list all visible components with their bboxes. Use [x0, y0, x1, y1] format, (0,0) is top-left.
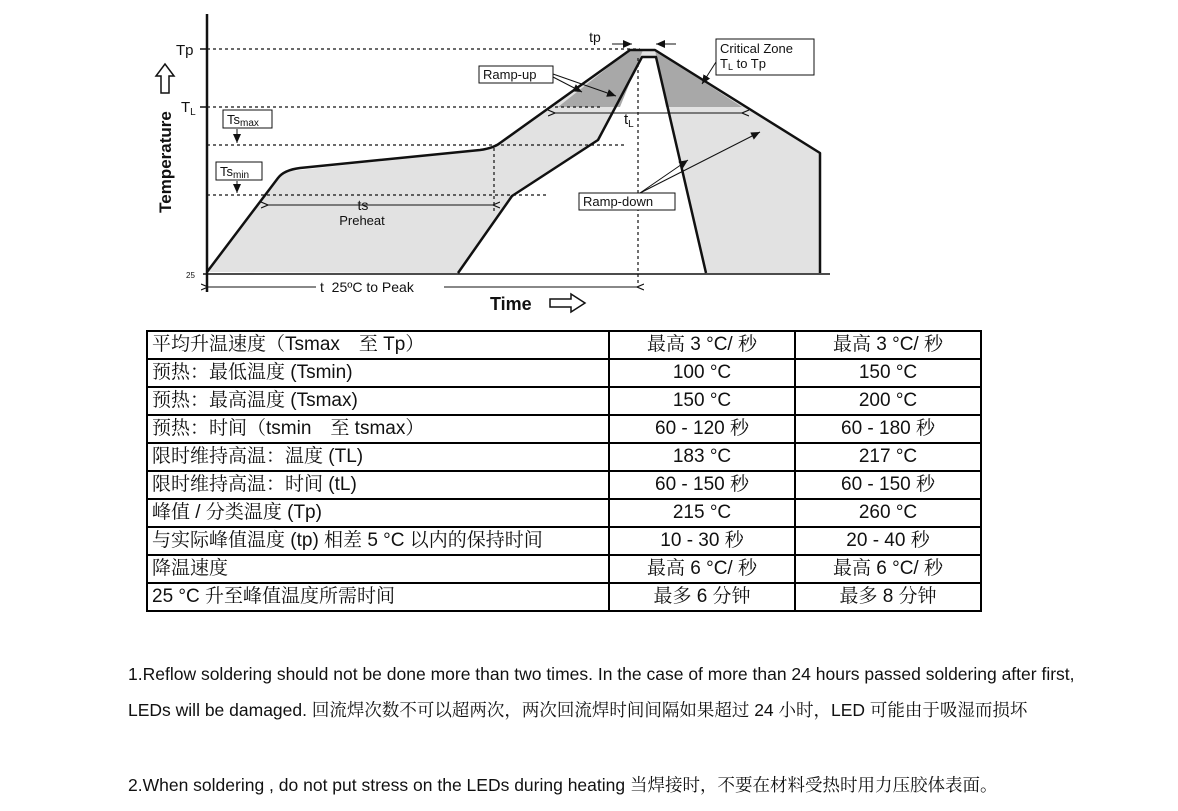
- row-label: 预热：最高温度 (Tsmax): [147, 387, 609, 415]
- table-row: [147, 471, 981, 499]
- tl-level-label: $T_L$: [181, 99, 196, 118]
- svg-text:TL to Tp: TL to Tp: [720, 56, 766, 72]
- spec-value: 150 °C: [795, 359, 981, 387]
- table-row: [147, 583, 981, 611]
- x-axis-title: Time: [490, 294, 532, 314]
- spec-value: 最高 3 °C/ 秒: [609, 331, 795, 359]
- row-label: 25 °C 升至峰值温度所需时间: [147, 583, 609, 611]
- preheat-label: Preheat: [339, 213, 385, 228]
- spec-value: 最高 3 °C/ 秒: [795, 331, 981, 359]
- table-row: [147, 499, 981, 527]
- svg-text:Ramp-down: Ramp-down: [583, 194, 654, 209]
- row-label: 预热：时间（tsmin 至 tsmax）: [147, 415, 609, 443]
- row-label: 限时维持高温：温度 (TL): [147, 443, 609, 471]
- row-label: 降温速度: [147, 555, 609, 583]
- spec-value: 最多 8 分钟: [795, 583, 981, 611]
- table-row: [147, 415, 981, 443]
- spec-value: 20 - 40 秒: [795, 527, 981, 555]
- tp-level-label: Tp: [176, 42, 194, 59]
- tsmax-label-box: [223, 110, 272, 129]
- spec-value: 200 °C: [795, 387, 981, 415]
- spec-value: 183 °C: [609, 443, 795, 471]
- spec-value: 最多 6 分钟: [609, 583, 795, 611]
- table-row: [147, 387, 981, 415]
- svg-text:Tsmin: Tsmin: [220, 164, 250, 181]
- spec-value: 260 °C: [795, 499, 981, 527]
- row-label: 平均升温速度（Tsmax 至 Tp）: [147, 331, 609, 359]
- spec-value: 最高 6 °C/ 秒: [795, 555, 981, 583]
- spec-value: 10 - 30 秒: [609, 527, 795, 555]
- svg-text:Ramp-up: Ramp-up: [483, 67, 537, 82]
- svg-text:Critical Zone: Critical Zone: [720, 41, 793, 56]
- spec-value: 60 - 120 秒: [609, 415, 795, 443]
- table-row: [147, 359, 981, 387]
- y-axis-hollow-arrow-icon: [156, 64, 174, 93]
- spec-value: 60 - 180 秒: [795, 415, 981, 443]
- tl-duration-label: $t_L$: [624, 111, 634, 130]
- spec-value: 60 - 150 秒: [609, 471, 795, 499]
- spec-value: 215 °C: [609, 499, 795, 527]
- note-soldering-stress: 2.When soldering , do not put stress on the LEDs during heating 当焊接时，不要在材料受热时用力压胶体表面。: [128, 775, 998, 795]
- spec-value: 最高 6 °C/ 秒: [609, 555, 795, 583]
- ramp-up-callout: [479, 66, 553, 83]
- row-label: 与实际峰值温度 (tp) 相差 5 °C 以内的保持时间: [147, 527, 609, 555]
- ts-duration-label: ts: [357, 197, 369, 213]
- table-row: [147, 555, 981, 583]
- origin-value-label: 25: [186, 271, 195, 280]
- row-label: 峰值 / 分类温度 (Tp): [147, 499, 609, 527]
- note-reflow-times: 1.Reflow soldering should not be done more than two times. In the case of more than 24 hours passed soldering after first, LEDs will be damaged. 回流焊次数不可以超两次，两次回流焊时间间隔如果超过 24 小时，LED 可能由于吸湿而损坏: [128, 664, 1075, 720]
- t-to-peak-label: t 25ºC to Peak: [320, 279, 414, 295]
- row-label: 预热：最低温度 (Tsmin): [147, 359, 609, 387]
- critical-zone-callout: [716, 39, 814, 75]
- row-label: 限时维持高温：时间 (tL): [147, 471, 609, 499]
- ramp-down-callout: [579, 193, 675, 210]
- x-axis-hollow-arrow-icon: [550, 294, 585, 312]
- reflow-spec-table: [146, 330, 982, 612]
- tp-duration-label: tp: [589, 29, 601, 45]
- spec-value: 217 °C: [795, 443, 981, 471]
- svg-text:Tsmax: Tsmax: [227, 112, 259, 129]
- reflow-profile-diagram: [0, 0, 1178, 325]
- table-row: [147, 527, 981, 555]
- spec-value: 150 °C: [609, 387, 795, 415]
- spec-value: 60 - 150 秒: [795, 471, 981, 499]
- y-axis-title: Temperature: [156, 111, 175, 213]
- table-row: [147, 331, 981, 359]
- spec-value: 100 °C: [609, 359, 795, 387]
- tsmin-label-box: [216, 162, 262, 181]
- table-row: [147, 443, 981, 471]
